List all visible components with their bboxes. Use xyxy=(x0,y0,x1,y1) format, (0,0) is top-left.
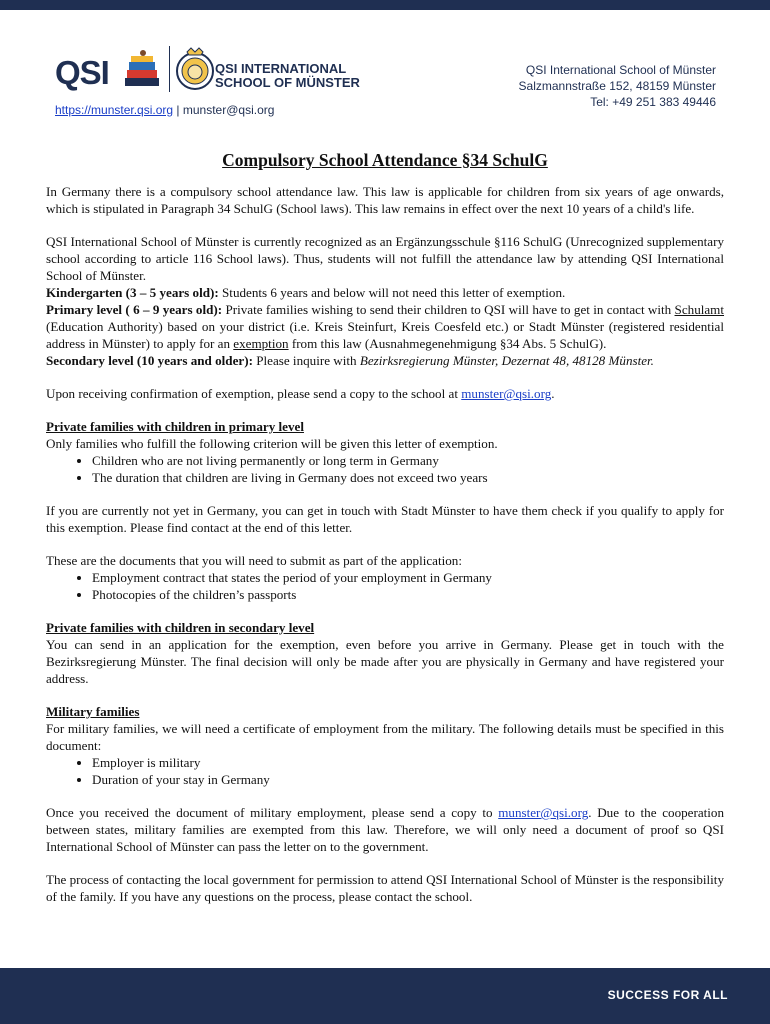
primary-criteria-intro: Only families who fulfill the following criterion will be given this letter of exemption. xyxy=(46,436,498,451)
military-text-1: Once you received the document of military employment, please send a copy to xyxy=(46,805,499,820)
address-line1: QSI International School of Münster xyxy=(525,63,716,77)
documents-list xyxy=(46,569,724,603)
list-item: • Employer is military xyxy=(92,754,724,771)
closing-paragraph: The process of contacting the local government for permission to attend QSI International School of Münster is the responsibility of the family. If you have any questions on the process, please contact the school. xyxy=(46,872,724,904)
exemption-term: exemption xyxy=(233,336,289,351)
footer-slogan: SUCCESS FOR ALL xyxy=(607,988,728,1002)
address-phone: Tel: +49 251 383 49446 xyxy=(590,95,716,109)
contact-line xyxy=(55,103,274,117)
secondary-label: Secondary level (10 years and older): xyxy=(46,353,253,368)
confirmation-text: Upon receiving confirmation of exemption, please send a copy to the school at xyxy=(46,386,462,401)
secondary-text: Please inquire with xyxy=(252,353,360,368)
primary-label: Primary level ( 6 – 9 years old): xyxy=(46,302,223,317)
schulamt-term: Schulamt xyxy=(674,302,725,317)
header-email: munster@qsi.org xyxy=(182,103,275,117)
top-bar xyxy=(0,0,770,10)
not-in-germany-paragraph: If you are currently not yet in Germany, you can get in touch with Stadt Münster to have them check if you qualify to apply for this exemption. Please find contact at the end of this letter. xyxy=(46,503,724,535)
books-icon xyxy=(121,48,165,92)
lion-crest-icon xyxy=(173,46,217,92)
logo-divider xyxy=(169,46,170,92)
primary-heading: Private families with children in primary level xyxy=(46,419,304,434)
primary-text-2: (Education Authority) based on your district (i.e. Kreis Steinfurt, Kreis Coesfeld etc.) or Stadt Münster (registered residential address in Münster) to apply for an xyxy=(46,319,724,351)
confirmation-end: . xyxy=(551,386,555,401)
military-heading: Military families xyxy=(46,704,140,719)
separator: | xyxy=(176,103,180,117)
recognition-paragraph: QSI International School of Münster is currently recognized as an Ergänzungsschule §116 SchulG (Unrecognized supplementary school according to article 116 School laws). Thus, students will not fulfill the attendance law by attending QSI International School of Münster. xyxy=(46,234,724,283)
school-name xyxy=(215,62,360,90)
criteria-list xyxy=(46,452,724,486)
school-name-line2: SCHOOL OF MÜNSTER xyxy=(215,75,360,90)
military-paragraph xyxy=(46,804,724,855)
documents-intro: These are the documents that you will need to submit as part of the application: xyxy=(46,553,462,568)
confirmation-paragraph xyxy=(46,385,724,402)
military-list xyxy=(46,754,724,788)
address-line2: Salzmannstraße 152, 48159 Münster xyxy=(518,79,716,93)
website-link[interactable]: https://munster.qsi.org xyxy=(55,103,174,117)
document-title: Compulsory School Attendance §34 SchulG xyxy=(222,150,548,170)
letterhead xyxy=(0,10,770,125)
kindergarten-label: Kindergarten (3 – 5 years old): xyxy=(46,285,219,300)
secondary-heading: Private families with children in secondary level xyxy=(46,620,315,635)
footer-bar xyxy=(0,968,770,1024)
military-text-2: . Due to the cooperation between states, military families are exempted from this law. Therefore, we will only need a document of proof so QSI International School of Münster can pass the letter on to the government. xyxy=(46,805,725,854)
list-item: • Photocopies of the children’s passports xyxy=(92,586,724,603)
secondary-authority: Bezirksregierung Münster, Dezernat 48, 48128 Münster. xyxy=(359,353,654,368)
military-email-link[interactable]: munster@qsi.org xyxy=(498,805,589,820)
confirmation-email-link[interactable]: munster@qsi.org xyxy=(461,386,552,401)
kindergarten-text: Students 6 years and below will not need this letter of exemption. xyxy=(218,285,566,300)
intro-paragraph: In Germany there is a compulsory school attendance law. This law is applicable for children from six years of age onwards, which is stipulated in Paragraph 34 SchulG (School laws). This law remains in effect over the next 10 years of a child's life. xyxy=(46,184,724,216)
primary-paragraph xyxy=(46,301,724,352)
primary-text-3: from this law (Ausnahmegenehmigung §34 Abs. 5 SchulG). xyxy=(288,336,607,351)
qsi-logo-text: QSI xyxy=(55,54,109,91)
primary-text-1: Private families wishing to send their children to QSI will have to get in contact with xyxy=(222,302,675,317)
school-name-line1: QSI INTERNATIONAL xyxy=(215,61,347,76)
list-item: • The duration that children are living in Germany does not exceed two years xyxy=(92,469,724,486)
list-item: • Duration of your stay in Germany xyxy=(92,771,724,788)
letter-body xyxy=(46,152,724,921)
school-address xyxy=(519,62,716,110)
list-item: • Employment contract that states the period of your employment in Germany xyxy=(92,569,724,586)
secondary-application-paragraph: You can send in an application for the exemption, even before you arrive in Germany. Please get in touch with the Bezirksregierung Münster. The final decision will only be made after you are physically in Germany and have registered your address. xyxy=(46,637,724,686)
secondary-paragraph xyxy=(46,352,724,369)
kindergarten-paragraph xyxy=(46,284,724,301)
list-item: • Children who are not living permanently or long term in Germany xyxy=(92,452,724,469)
military-intro: For military families, we will need a certificate of employment from the military. The following details must be specified in this document: xyxy=(46,721,724,753)
